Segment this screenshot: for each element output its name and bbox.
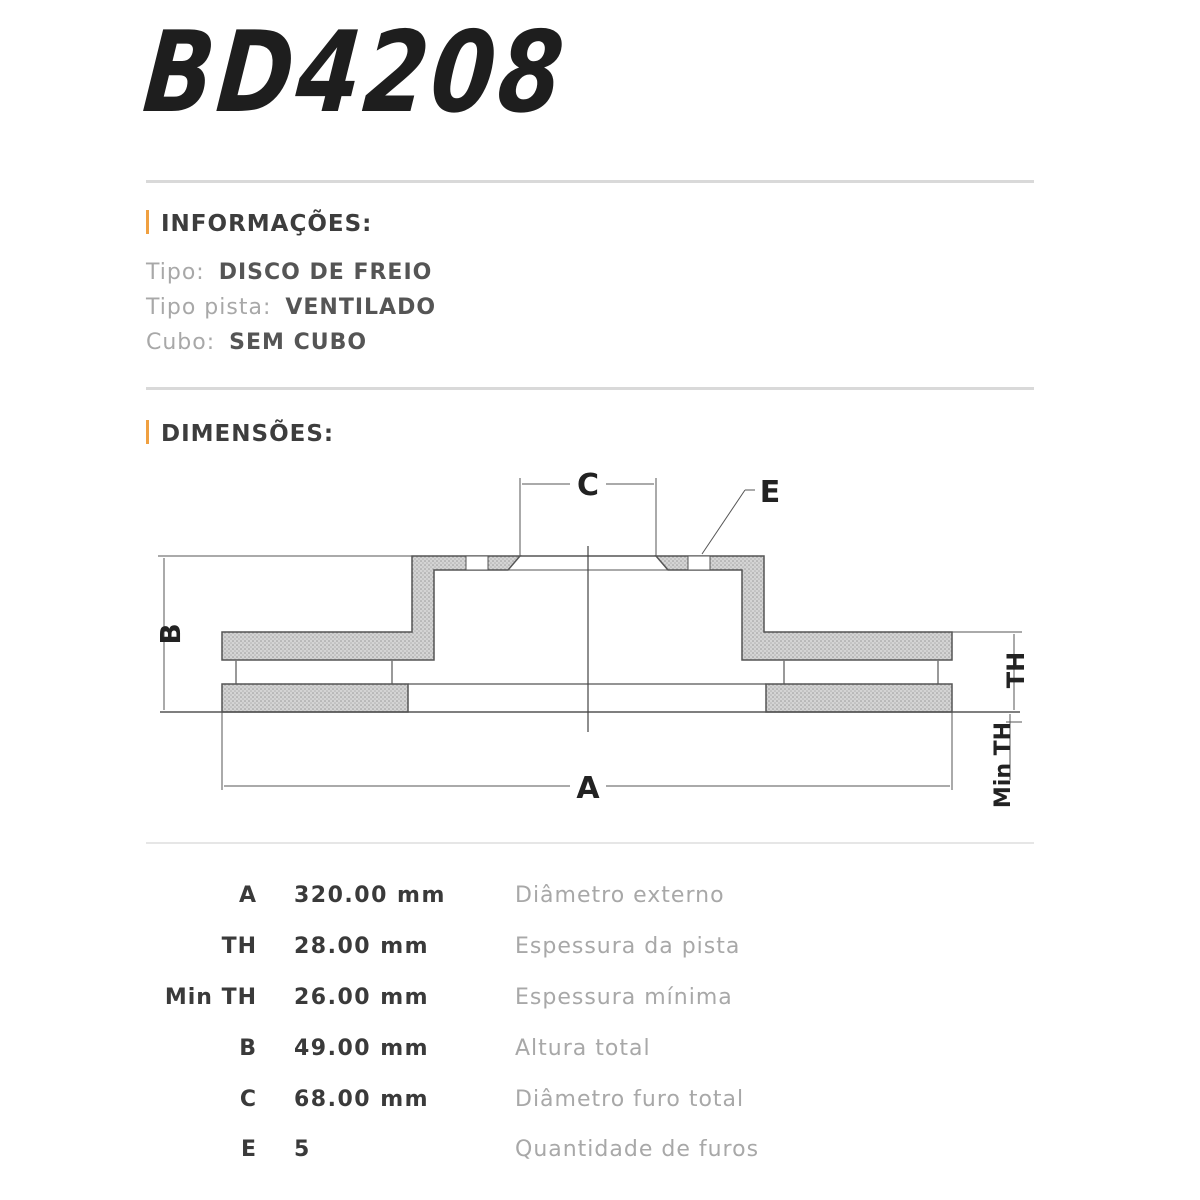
info-row-cubo [146,330,367,355]
accent-bar [146,420,149,444]
product-code: BD4208 [138,8,572,138]
stud-hole-right [688,556,710,570]
spec-row-c [0,1087,1200,1127]
spec-value: 5 [294,1137,311,1162]
dim-e-label: E [759,475,781,510]
spec-code: TH [221,934,257,959]
info-row-tipo [146,260,432,285]
dim-th-label: TH [1002,651,1030,689]
info-value: VENTILADO [285,295,437,320]
spec-row-e [0,1137,1200,1177]
divider-bottom [146,842,1034,844]
spec-code: E [240,1137,257,1162]
spec-description: Altura total [515,1036,651,1061]
info-row-tipo-pista [146,295,436,320]
spec-description: Diâmetro externo [515,883,725,908]
divider-top [146,180,1034,183]
spec-description: Diâmetro furo total [515,1087,745,1112]
spec-description: Espessura mínima [515,985,733,1010]
info-title-text: INFORMAÇÕES: [161,211,373,237]
spec-code: B [239,1036,257,1061]
dim-c-label: C [576,468,600,503]
spec-value: 68.00 mm [294,1087,430,1112]
dim-a-label: A [576,771,600,806]
dimensions-section-title [146,420,334,447]
info-value: SEM CUBO [229,330,368,355]
dimensions-title-text: DIMENSÕES: [161,421,335,447]
info-section-title [146,210,372,237]
brake-disc-diagram [140,455,1040,835]
disc-hat-section [222,556,520,660]
accent-bar [146,210,149,234]
spec-row-b [0,1036,1200,1076]
divider-middle [146,387,1034,390]
info-label: Tipo pista: [146,295,272,320]
spec-value: 320.00 mm [294,883,446,908]
spec-code: A [238,883,257,908]
spec-row-min-th [0,985,1200,1025]
spec-code: Min TH [164,985,257,1010]
info-value: DISCO DE FREIO [218,260,433,285]
disc-lower-ring-right [766,684,952,712]
info-label: Cubo: [146,330,216,355]
spec-description: Quantidade de furos [515,1137,760,1162]
spec-row-a [0,883,1200,923]
dim-minth-label: Min TH [991,721,1016,809]
spec-value: 49.00 mm [294,1036,430,1061]
dim-b-label: B [154,623,187,645]
stud-hole-left [466,556,488,570]
spec-description: Espessura da pista [515,934,741,959]
dim-e-leader [702,490,745,554]
spec-value: 26.00 mm [294,985,430,1010]
spec-code: C [239,1087,257,1112]
info-label: Tipo: [146,260,205,285]
spec-row-th [0,934,1200,974]
disc-hat-section-right [656,556,952,660]
spec-value: 28.00 mm [294,934,430,959]
disc-lower-ring-left [222,684,408,712]
